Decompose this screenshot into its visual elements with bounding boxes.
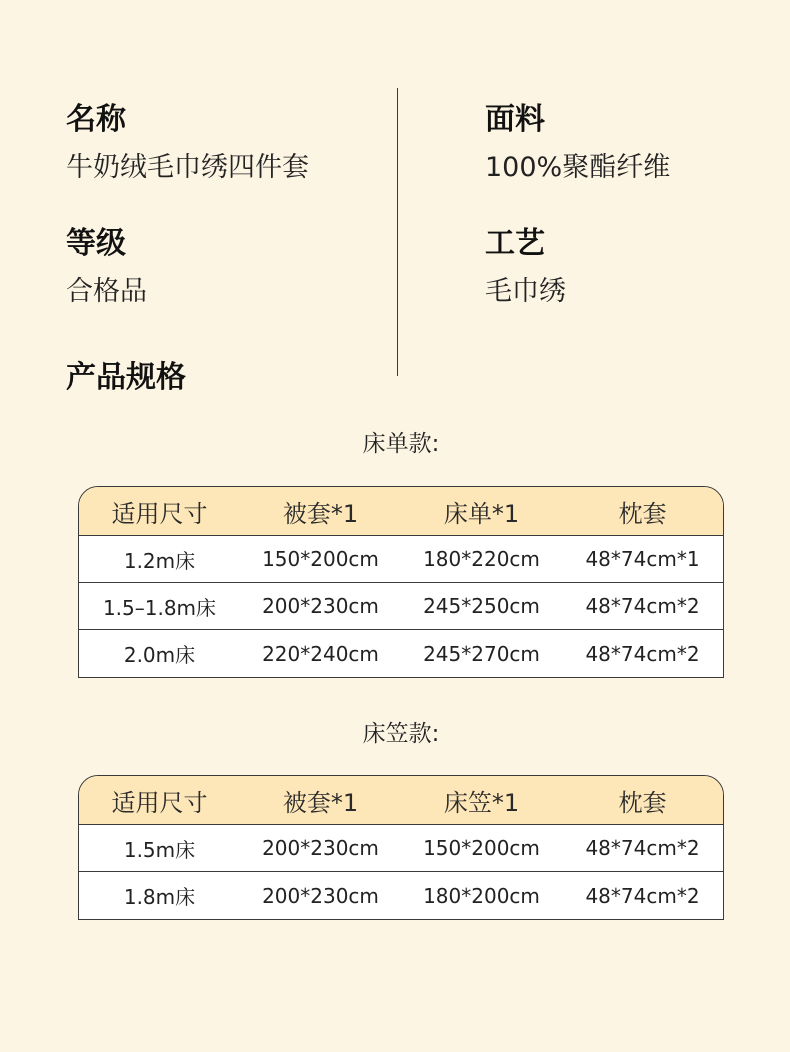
table-cell: 48*74cm*2 <box>585 883 700 908</box>
table-cell: 180*220cm <box>423 547 540 571</box>
bedsheet-spec-table <box>78 486 724 678</box>
table-cell: 245*270cm <box>423 641 540 666</box>
table-header-cell: 适用尺寸 <box>111 788 208 817</box>
table-row <box>79 536 723 583</box>
table-row <box>79 630 723 677</box>
table-cell: 1.8m床 <box>123 885 196 909</box>
specs-title: 产品规格 <box>66 360 186 395</box>
info-label-fabric: 面料 <box>485 102 545 137</box>
table-cell: 200*230cm <box>262 836 379 860</box>
info-value-grade: 合格品 <box>66 276 147 307</box>
table-cell: 48*74cm*2 <box>585 641 700 666</box>
table-header-cell: 床笠*1 <box>443 788 520 817</box>
info-label-name: 名称 <box>66 102 126 137</box>
table-header-cell: 枕套 <box>618 788 667 817</box>
table-cell: 1.2m床 <box>123 548 196 573</box>
table-cell: 220*240cm <box>262 641 379 666</box>
table-header-cell: 被套*1 <box>282 788 359 817</box>
info-label-grade: 等级 <box>66 226 126 261</box>
table-cell: 48*74cm*2 <box>585 836 700 860</box>
table-row <box>79 872 723 919</box>
table-header-cell: 枕套 <box>618 499 667 528</box>
table-cell: 48*74cm*2 <box>585 594 700 618</box>
info-value-fabric: 100%聚酯纤维 <box>485 152 671 183</box>
table-cell: 1.5–1.8m床 <box>102 595 217 620</box>
fitted-sheet-caption: 床笠款: <box>362 721 440 747</box>
table-cell: 180*200cm <box>423 883 540 908</box>
table-cell: 150*200cm <box>423 836 540 860</box>
table-header-cell: 适用尺寸 <box>111 499 208 528</box>
table-cell: 2.0m床 <box>123 643 196 667</box>
info-label-craft: 工艺 <box>485 226 545 261</box>
table-header-cell: 被套*1 <box>282 499 359 528</box>
table-cell: 1.5m床 <box>123 837 196 862</box>
table-header-row <box>79 776 723 825</box>
table-cell: 245*250cm <box>423 594 540 618</box>
table-row <box>79 583 723 630</box>
table-row <box>79 825 723 872</box>
column-divider <box>397 88 398 376</box>
table-header-cell: 床单*1 <box>443 499 520 528</box>
info-value-name: 牛奶绒毛巾绣四件套 <box>66 152 309 183</box>
info-value-craft: 毛巾绣 <box>485 276 566 307</box>
table-cell: 200*230cm <box>262 594 379 618</box>
table-cell: 150*200cm <box>262 547 379 571</box>
table-cell: 200*230cm <box>262 883 379 908</box>
fitted-sheet-spec-table <box>78 775 724 920</box>
table-header-row <box>79 487 723 536</box>
bedsheet-caption: 床单款: <box>362 431 440 457</box>
table-cell: 48*74cm*1 <box>585 547 700 571</box>
